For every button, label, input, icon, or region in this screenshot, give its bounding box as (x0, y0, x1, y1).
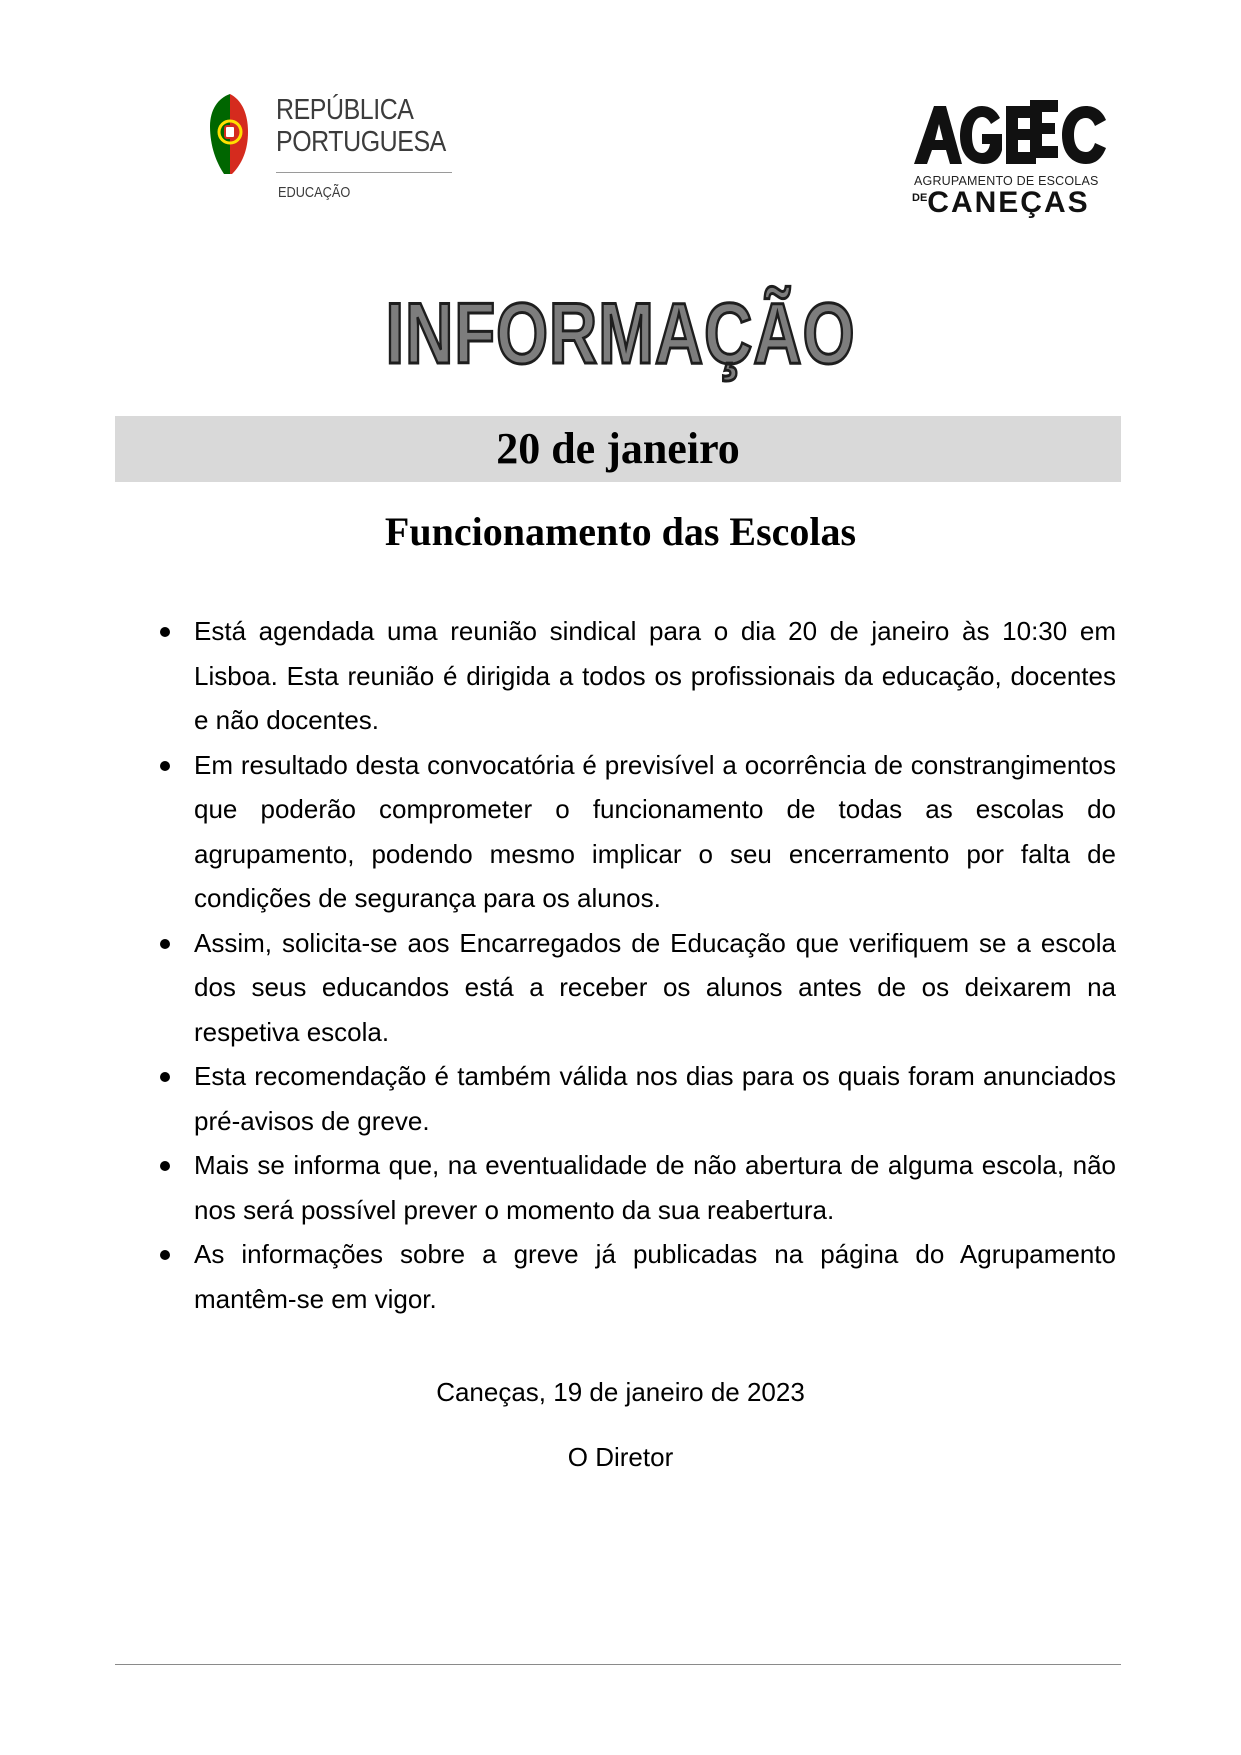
document-subtitle: Funcionamento das Escolas (384, 509, 857, 554)
place-and-date: Caneças, 19 de janeiro de 2023 (436, 1377, 805, 1407)
signatory: O Diretor (567, 1442, 674, 1472)
agec-mark-icon (912, 98, 1108, 170)
list-item: Esta recomendação é também válida nos dias para os quais foram anunciados pré-avisos de greve. (194, 1054, 1116, 1143)
department-label: EDUCAÇÃO (278, 184, 351, 201)
bullet-icon (160, 761, 170, 771)
republica-portuguesa-logo (208, 88, 453, 210)
list-item: As informações sobre a greve já publicadas na página do Agrupamento mantêm-se em vigor. (194, 1232, 1116, 1321)
list-item: Assim, solicita-se aos Encarregados de Educação que verifiquem se a escola dos seus educandos está a receber os alunos antes de os deixarem na respetiva escola. (194, 921, 1116, 1055)
document-title: INFORMAÇÃO (385, 286, 856, 382)
list-item: Mais se informa que, na eventualidade de não abertura de alguma escola, não nos será possível prever o momento da sua reabertura. (194, 1143, 1116, 1232)
portugal-flag-icon (208, 92, 250, 176)
information-list (194, 609, 1116, 1321)
bullet-icon (160, 1072, 170, 1082)
logo-divider (276, 172, 452, 173)
list-item: Em resultado desta convocatória é previsível a ocorrência de constrangimentos que poderão comprometer o funcionamento de todas as escolas do agrupamento, podendo mesmo implicar o seu encerramento por falta de condições de segurança para os alunos. (194, 743, 1116, 921)
footer-divider (115, 1664, 1121, 1665)
agrupamento-caneças-logo (912, 98, 1112, 226)
date-heading: 20 de janeiro (115, 416, 1121, 482)
bullet-icon (160, 1161, 170, 1171)
town-name: DECANEÇAS (912, 186, 1090, 219)
republica-portuguesa-name: REPÚBLICA PORTUGUESA (276, 94, 446, 158)
bullet-icon (160, 1250, 170, 1260)
bullet-icon (160, 939, 170, 949)
list-item: Está agendada uma reunião sindical para o dia 20 de janeiro às 10:30 em Lisboa. Esta reunião é dirigida a todos os profissionais da educação, docentes e não docentes. (194, 609, 1116, 743)
agrupamento-label: AGRUPAMENTO DE ESCOLAS (914, 174, 1099, 188)
bullet-icon (160, 627, 170, 637)
